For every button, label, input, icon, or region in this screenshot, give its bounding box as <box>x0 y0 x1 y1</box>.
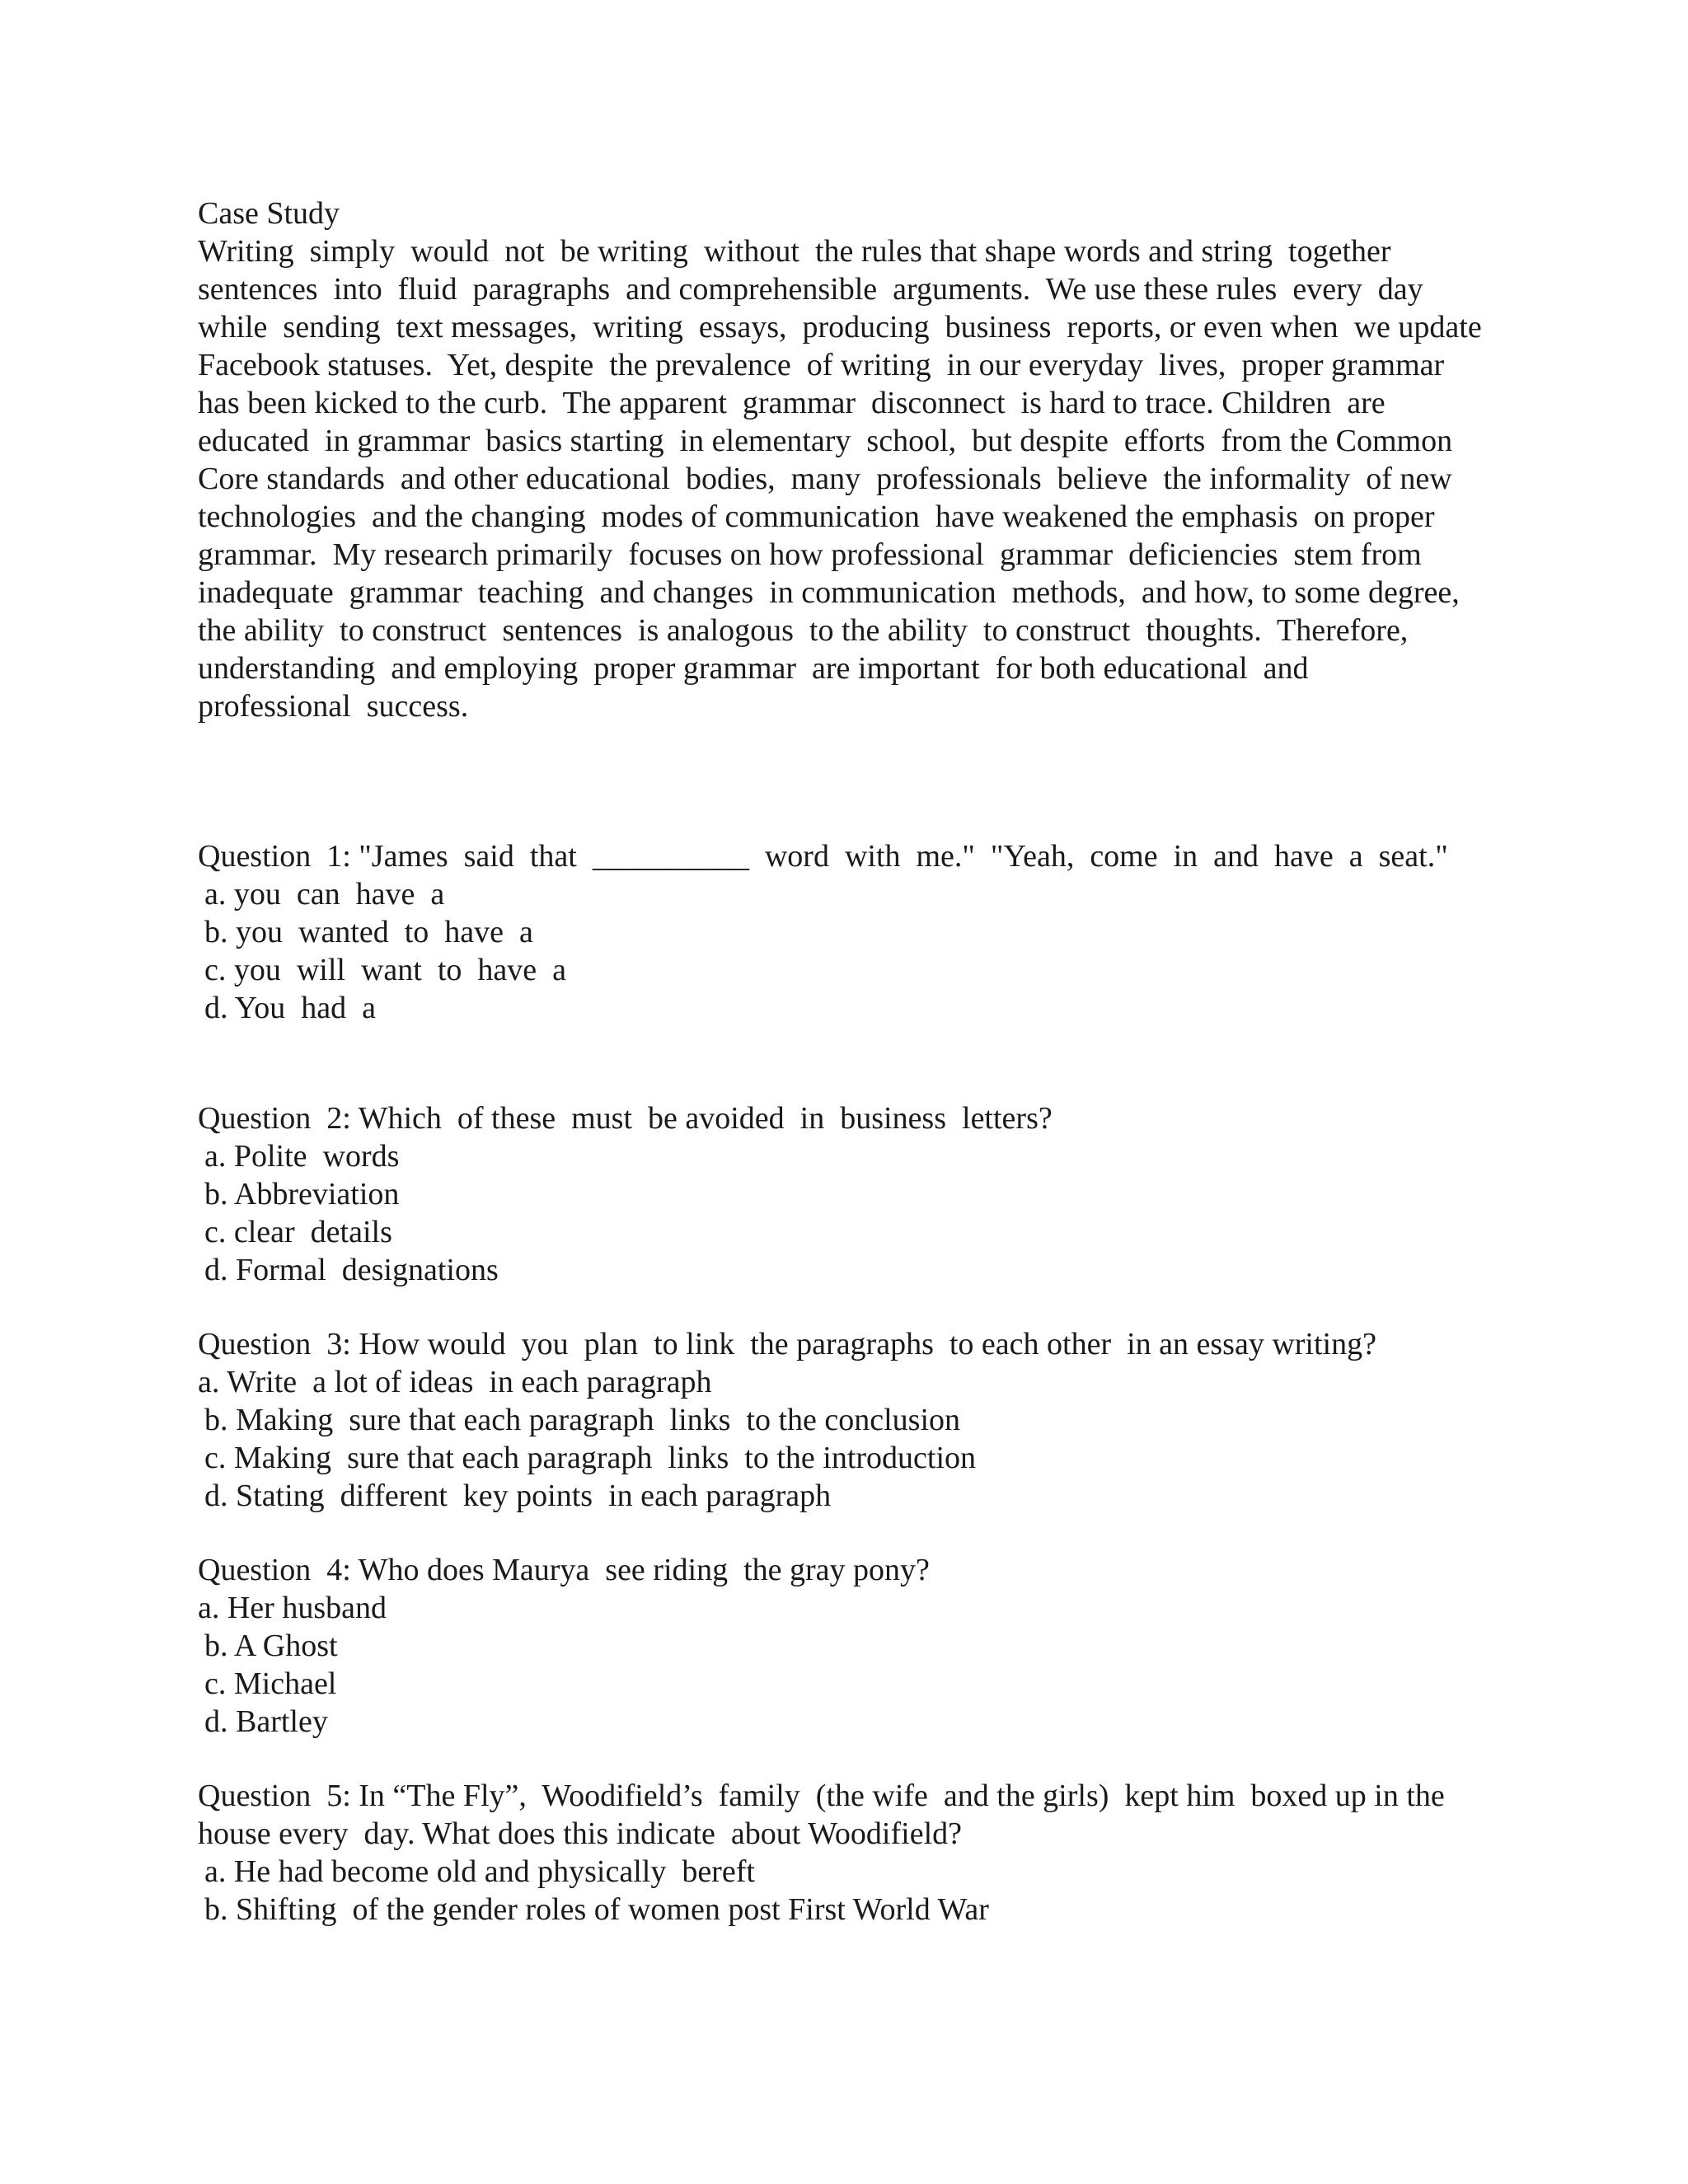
answer-option: a. Write a lot of ideas in each paragraph <box>198 1365 712 1399</box>
question-text: Question 1: "James said that __________ word with me." "Yeah, come in and have a seat." <box>198 839 1448 874</box>
answer-option: a. Her husband <box>198 1591 387 1625</box>
answer-option: d. Bartley <box>204 1704 328 1739</box>
answer-option: b. Making sure that each paragraph links to the conclusion <box>204 1403 961 1437</box>
paragraph-line: inadequate grammar teaching and changes in communication methods, and how, to some degree, <box>198 575 1460 610</box>
question-text: Question 5: In “The Fly”, Woodifield’s family (the wife and the girls) kept him boxed up in the <box>198 1779 1445 1813</box>
answer-option: d. Stating different key points in each paragraph <box>204 1479 832 1513</box>
document-title: Case Study <box>198 196 340 231</box>
answer-option: b. Abbreviation <box>204 1177 400 1212</box>
question-list <box>198 837 1492 1929</box>
answer-option: d. Formal designations <box>204 1253 499 1287</box>
paragraph-line: Writing simply would not be writing without the rules that shape words and string together <box>198 234 1391 269</box>
answer-option: c. you will want to have a <box>204 953 567 987</box>
answer-option: c. Michael <box>204 1666 337 1701</box>
answer-option: b. Shifting of the gender roles of women post First World War <box>204 1892 989 1927</box>
paragraph-line: sentences into fluid paragraphs and comprehensible arguments. We use these rules every day <box>198 272 1423 307</box>
answer-option: a. Polite words <box>204 1139 400 1174</box>
answer-option: c. clear details <box>204 1215 392 1249</box>
answer-option: b. A Ghost <box>204 1629 338 1663</box>
question-text: Question 3: How would you plan to link the paragraphs to each other in an essay writing? <box>198 1327 1376 1361</box>
paragraph-line: understanding and employing proper grammar are important for both educational and <box>198 651 1309 686</box>
answer-option: c. Making sure that each paragraph links to the introduction <box>204 1441 977 1475</box>
paragraph-line: professional success. <box>198 689 469 724</box>
question-text: house every day. What does this indicate about Woodifield? <box>198 1816 962 1851</box>
question-1 <box>198 837 1492 1027</box>
paragraph-line: while sending text messages, writing essays, producing business reports, or even when we update <box>198 310 1482 344</box>
answer-option: a. you can have a <box>204 877 445 912</box>
question-3 <box>198 1325 1492 1515</box>
paragraph-line: the ability to construct sentences is analogous to the ability to construct thoughts. Therefore, <box>198 613 1409 648</box>
question-2 <box>198 1099 1492 1289</box>
question-5 <box>198 1777 1492 1929</box>
paragraph-line: Facebook statuses. Yet, despite the prevalence of writing in our everyday lives, proper grammar <box>198 348 1445 382</box>
paragraph-line: has been kicked to the curb. The apparent grammar disconnect is hard to trace. Children are <box>198 386 1386 420</box>
answer-option: b. you wanted to have a <box>204 915 533 949</box>
document-content <box>198 194 1492 1929</box>
case-study-paragraph <box>198 232 1492 725</box>
question-4 <box>198 1551 1492 1741</box>
paragraph-line: technologies and the changing modes of communication have weakened the emphasis on proper <box>198 499 1435 534</box>
paragraph-line: educated in grammar basics starting in elementary school, but despite efforts from the Common <box>198 424 1453 458</box>
question-text: Question 4: Who does Maurya see riding the gray pony? <box>198 1553 930 1587</box>
paragraph-line: grammar. My research primarily focuses on how professional grammar deficiencies stem from <box>198 537 1422 572</box>
paragraph-line: Core standards and other educational bodies, many professionals believe the informality of new <box>198 462 1452 496</box>
answer-option: d. You had a <box>204 991 376 1025</box>
answer-option: a. He had become old and physically bereft <box>204 1854 755 1889</box>
question-text: Question 2: Which of these must be avoided in business letters? <box>198 1101 1053 1136</box>
